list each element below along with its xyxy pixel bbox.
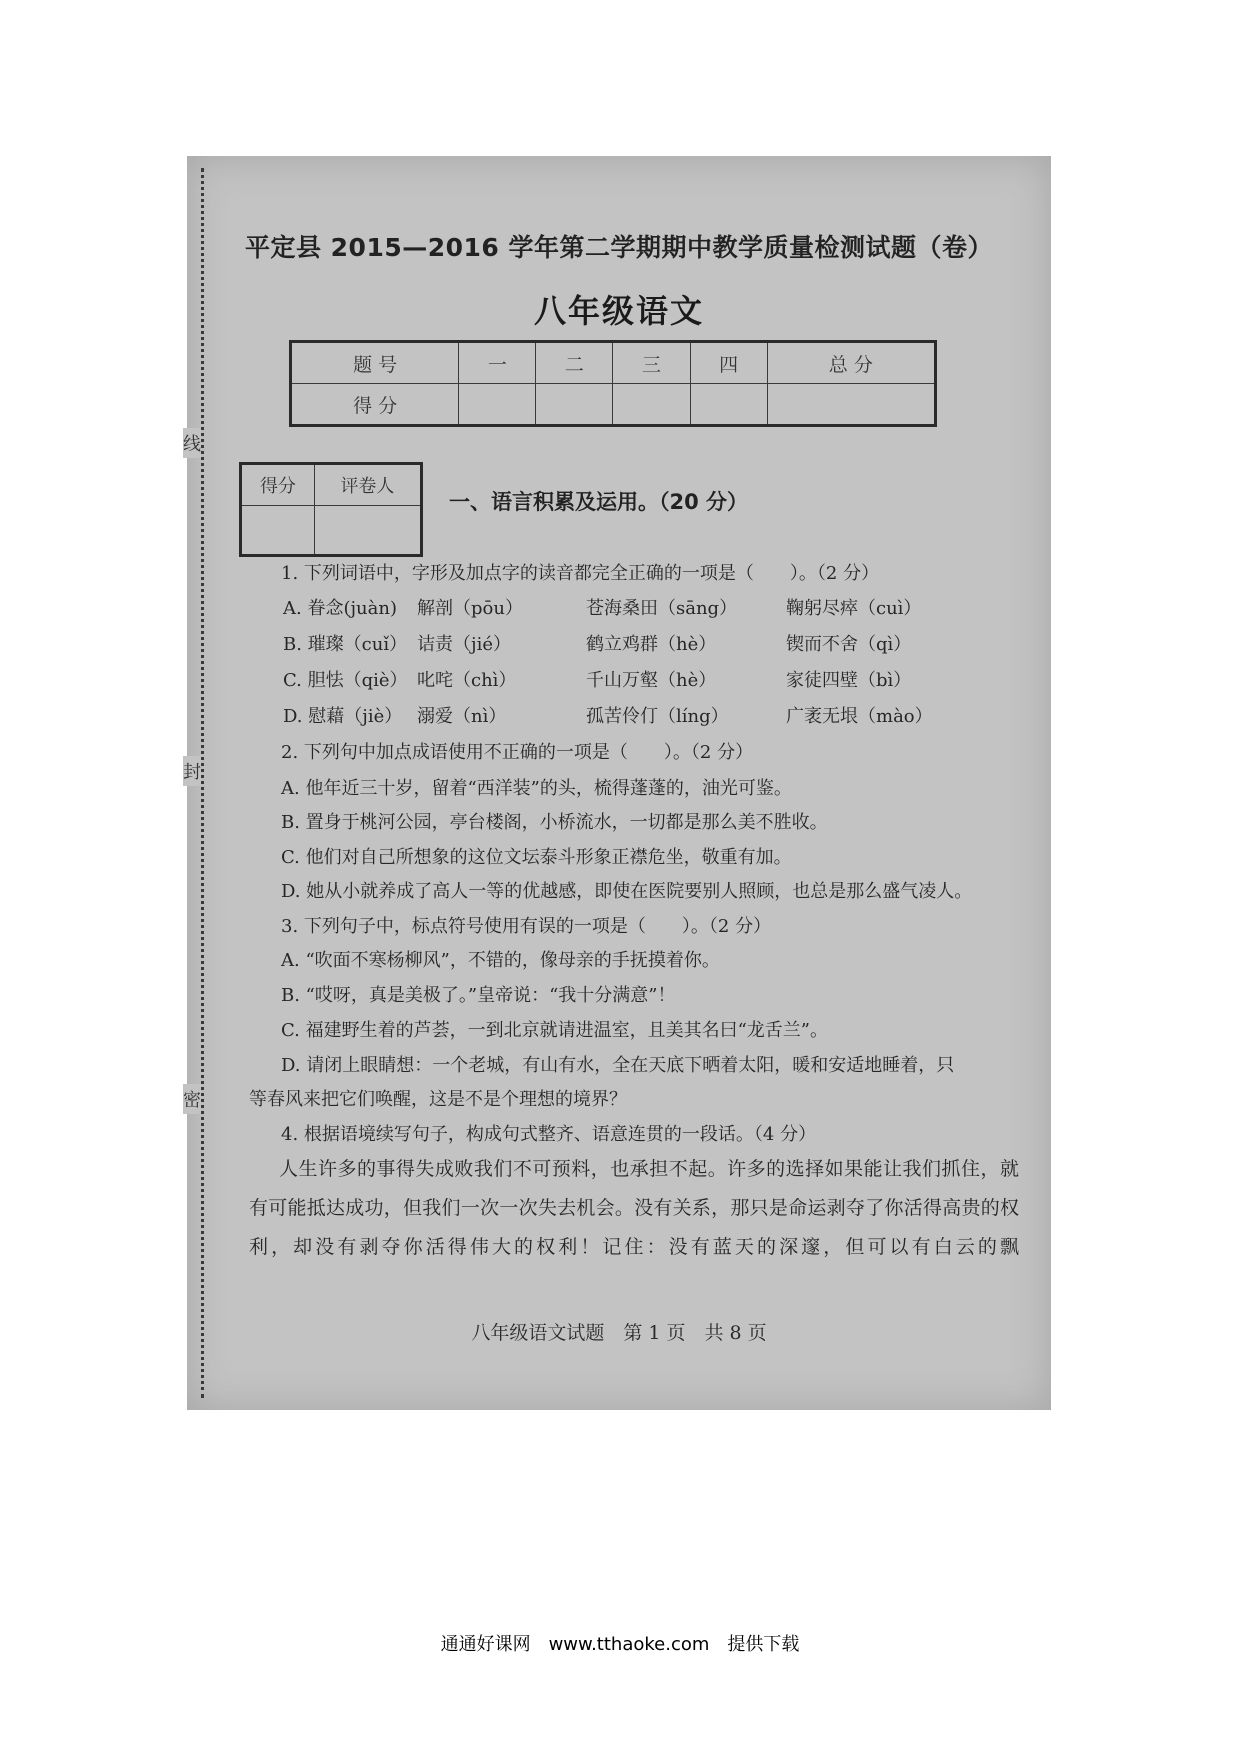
score-cell xyxy=(459,384,536,426)
q1-option-b-3: 鹤立鸡群（hè） xyxy=(586,634,717,655)
q2-option-b: B. 置身于桃河公园，亭台楼阁，小桥流水，一切都是那么美不胜收。 xyxy=(281,812,828,833)
score-header-cell: 三 xyxy=(613,342,690,384)
q3-option-c: C. 福建野生着的芦荟，一到北京就请进温室，且美其名曰“龙舌兰”。 xyxy=(281,1020,828,1041)
score-table-score-row xyxy=(291,384,936,426)
q1-option-a-2: 解剖（pōu） xyxy=(417,598,523,619)
q1-stem: 1. 下列词语中，字形及加点字的读音都完全正确的一项是（ ）。（2 分） xyxy=(281,563,880,584)
binding-char-mi: 密 xyxy=(183,1084,201,1114)
page-footer: 八年级语文试题 第 1 页 共 8 页 xyxy=(471,1322,767,1344)
score-header-cell: 一 xyxy=(459,342,536,384)
q3-option-b: B. “哎呀，真是美极了。”皇帝说：“我十分满意”！ xyxy=(281,985,676,1006)
score-header-cell: 题 号 xyxy=(291,342,459,384)
grader-score-cell xyxy=(241,506,315,556)
grader-blank-row xyxy=(241,506,422,556)
exam-subtitle: 八年级语文 xyxy=(533,292,704,330)
section-heading: 一、语言积累及运用。（20 分） xyxy=(449,490,749,514)
q4-paragraph-line-1: 人生许多的事得失成败我们不可预料，也承担不起。许多的选择如果能让我们抓住，就 xyxy=(279,1158,1019,1180)
scanned-exam-page xyxy=(183,156,1051,1410)
grader-name-header: 评卷人 xyxy=(314,464,421,506)
q1-option-b-2: 诘责（jié） xyxy=(417,634,511,655)
q3-option-d: D. 请闭上眼睛想：一个老城，有山有水，全在天底下晒着太阳，暖和安适地睡着，只 xyxy=(281,1055,955,1076)
q1-option-d-3: 孤苦伶仃（líng） xyxy=(586,706,729,727)
q1-option-b-1: B. 璀璨（cuǐ） xyxy=(283,634,408,655)
q1-option-d-1: D. 慰藉（jiè） xyxy=(283,706,403,727)
score-header-cell: 四 xyxy=(690,342,767,384)
q1-option-a-4: 鞠躬尽瘁（cuì） xyxy=(786,598,922,619)
q1-option-b-4: 锲而不舍（qì） xyxy=(786,634,912,655)
grader-name-cell xyxy=(314,506,421,556)
binding-char-feng: 封 xyxy=(183,756,201,786)
score-cell xyxy=(536,384,613,426)
binding-dotted-line xyxy=(201,168,204,1398)
q1-option-a-1: A. 眷念(juàn) xyxy=(283,598,397,619)
score-header-cell: 总 分 xyxy=(767,342,935,384)
score-cell xyxy=(690,384,767,426)
grader-score-header: 得分 xyxy=(241,464,315,506)
binding-char-xian: 线 xyxy=(183,428,201,458)
q2-option-c: C. 他们对自己所想象的这位文坛泰斗形象正襟危坐，敬重有加。 xyxy=(281,847,792,868)
q2-option-a: A. 他年近三十岁，留着“西洋装”的头，梳得蓬蓬的，油光可鉴。 xyxy=(281,778,792,799)
q4-paragraph-line-2: 有可能抵达成功，但我们一次一次失去机会。没有关系，那只是命运剥夺了你活得高贵的权 xyxy=(249,1197,1019,1219)
score-cell xyxy=(767,384,935,426)
score-table xyxy=(289,340,937,427)
exam-title: 平定县 2015—2016 学年第二学期期中教学质量检测试题（卷） xyxy=(244,233,994,262)
q3-option-a: A. “吹面不寒杨柳风”，不错的，像母亲的手抚摸着你。 xyxy=(281,950,720,971)
score-cell xyxy=(613,384,690,426)
q2-stem: 2. 下列句中加点成语使用不正确的一项是（ ）。（2 分） xyxy=(281,742,754,763)
grader-header-row xyxy=(241,464,422,506)
q4-paragraph-line-3: 利，却没有剥夺你活得伟大的权利！记住：没有蓝天的深邃，但可以有白云的飘 xyxy=(249,1236,1019,1258)
q3-stem: 3. 下列句子中，标点符号使用有误的一项是（ ）。（2 分） xyxy=(281,916,772,937)
score-header-cell: 二 xyxy=(536,342,613,384)
q1-option-d-2: 溺爱（nì） xyxy=(417,706,507,727)
q1-option-a-3: 苍海桑田（sāng） xyxy=(586,598,738,619)
q1-option-c-2: 叱咤（chì） xyxy=(417,670,517,691)
score-table-header-row xyxy=(291,342,936,384)
q1-option-c-1: C. 胆怯（qiè） xyxy=(283,670,408,691)
q1-option-c-3: 千山万壑（hè） xyxy=(586,670,717,691)
q1-option-c-4: 家徒四壁（bì） xyxy=(786,670,912,691)
source-credit: 通通好课网 www.tthaoke.com 提供下载 xyxy=(440,1634,800,1655)
grader-table xyxy=(239,462,423,557)
q3-option-d-continued: 等春风来把它们唤醒，这是不是个理想的境界？ xyxy=(249,1089,627,1110)
q1-option-d-4: 广袤无垠（mào） xyxy=(786,706,933,727)
score-row-label: 得 分 xyxy=(291,384,459,426)
q4-stem: 4. 根据语境续写句子，构成句式整齐、语意连贯的一段话。（4 分） xyxy=(281,1124,817,1145)
q2-option-d: D. 她从小就养成了高人一等的优越感，即使在医院要别人照顾，也总是那么盛气凌人。 xyxy=(281,881,973,902)
